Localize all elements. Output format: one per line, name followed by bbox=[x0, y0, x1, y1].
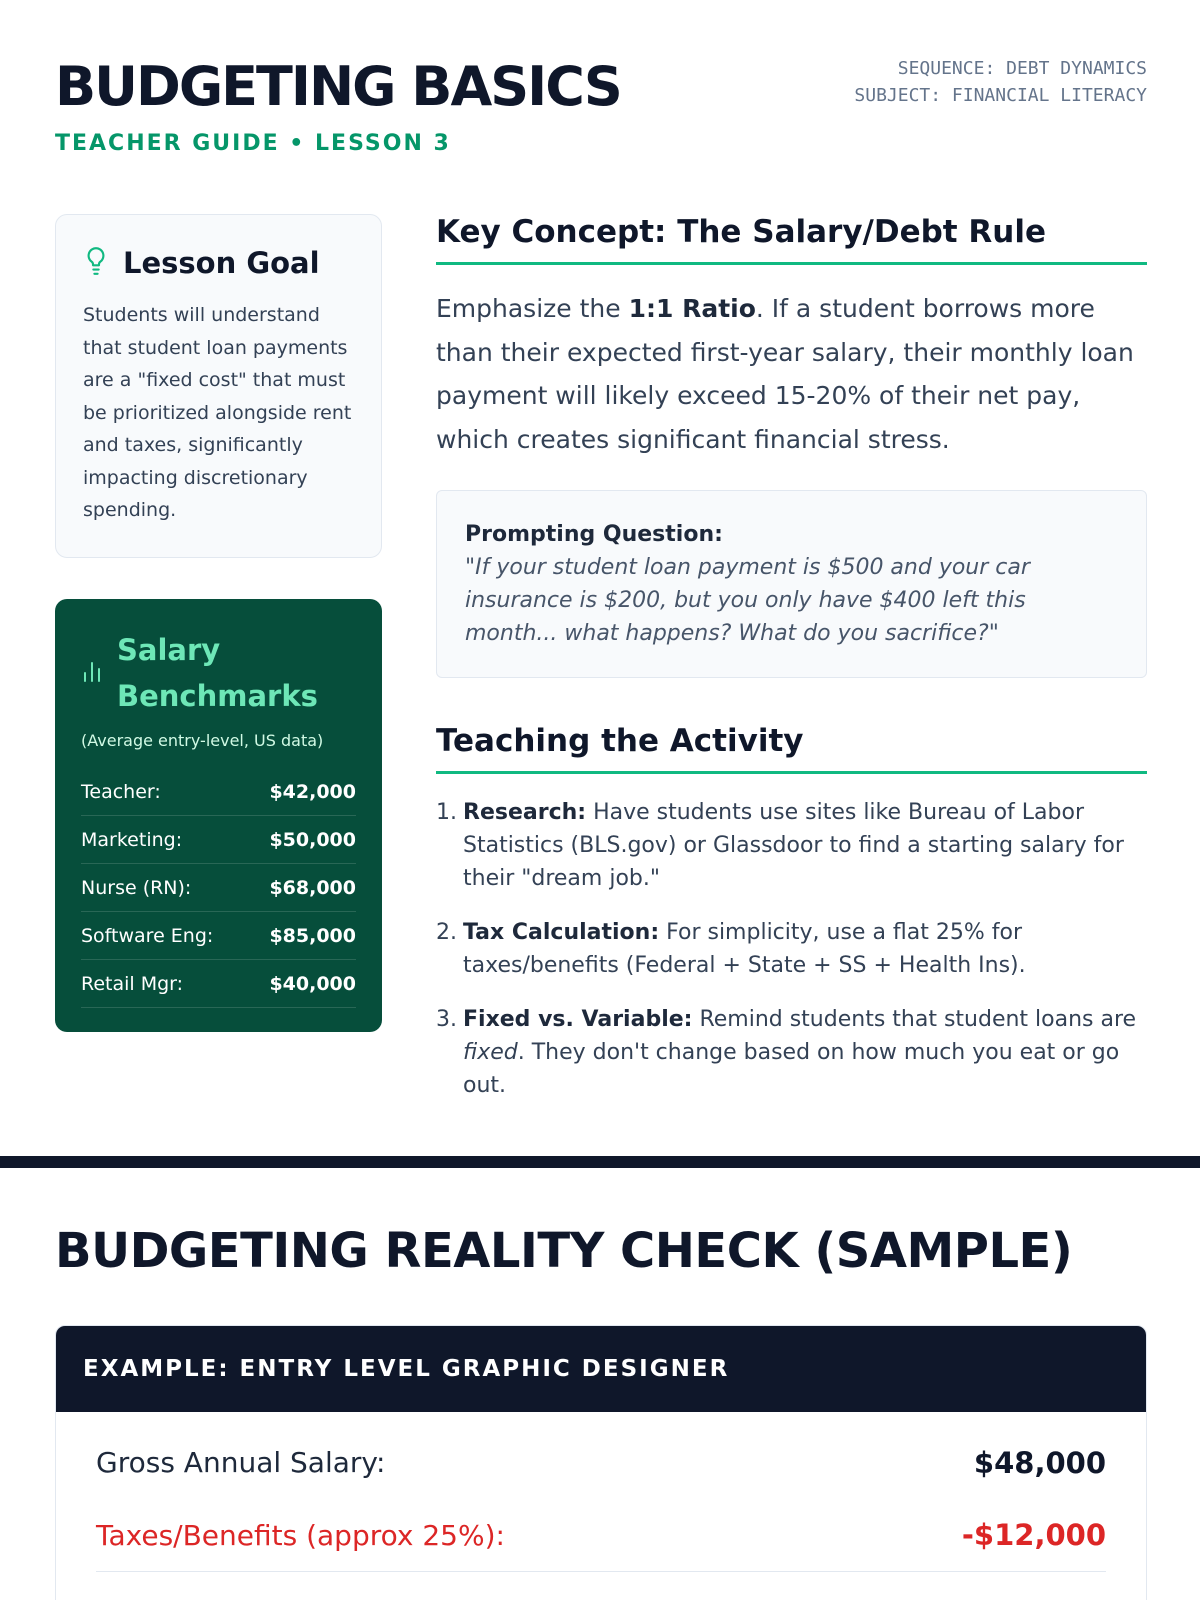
salary-row bbox=[81, 816, 356, 864]
activity-step bbox=[436, 796, 1147, 895]
salary-row bbox=[81, 864, 356, 912]
salary-value: $40,000 bbox=[269, 972, 356, 995]
salary-benchmarks-card bbox=[55, 599, 382, 1032]
step-number: 2. bbox=[436, 920, 457, 945]
step-text: Have students use sites like Bureau of Labor Statistics (BLS.gov) or Glassdoor to find a starting salary for their "dream job." bbox=[463, 800, 1124, 891]
salary-benchmarks-header bbox=[81, 627, 356, 719]
step-content bbox=[463, 1003, 1147, 1102]
lesson-goal-text: Students will understand that student loan payments are a "fixed cost" that must be prioritized alongside rent and taxes, significantly impacting discretionary spending. bbox=[83, 304, 352, 521]
section-divider bbox=[0, 1156, 1200, 1168]
prompting-question-text: "If your student loan payment is $500 and your car insurance is $200, but you only have $400 left this month... what happens? What do you sacrifice?" bbox=[465, 555, 1030, 646]
budget-row-label: Taxes/Benefits (approx 25%): bbox=[96, 1518, 505, 1552]
example-budget-card bbox=[55, 1325, 1147, 1600]
key-concept-text-rest: . If a student borrows more than their expected first-year salary, their monthly loan payment will likely exceed 15-20% of their net pay, which creates significant financial stress. bbox=[436, 294, 1134, 454]
step-label: Tax Calculation: bbox=[463, 920, 660, 945]
step-content bbox=[463, 916, 1147, 982]
step-text: Remind students that student loans are bbox=[692, 1007, 1137, 1032]
salary-value: $85,000 bbox=[269, 924, 356, 947]
key-concept-text-lead: Emphasize the bbox=[436, 294, 629, 323]
step-label: Research: bbox=[463, 800, 587, 825]
salary-label: Nurse (RN): bbox=[81, 876, 192, 899]
sidebar bbox=[55, 214, 382, 1032]
meta-sequence: SEQUENCE: DEBT DYNAMICS bbox=[897, 58, 1147, 79]
step-label: Fixed vs. Variable: bbox=[463, 1007, 693, 1032]
salary-row bbox=[81, 768, 356, 816]
prompting-question-label: Prompting Question: bbox=[465, 522, 723, 547]
budget-row-taxes bbox=[96, 1499, 1106, 1572]
page-header bbox=[55, 55, 1147, 165]
step-number: 3. bbox=[436, 1007, 457, 1032]
header-meta bbox=[854, 55, 1147, 109]
step-text: For simplicity, use a flat 25% for taxes/benefits (Federal + State + SS + Health Ins). bbox=[463, 920, 1026, 978]
salary-label: Teacher: bbox=[81, 780, 161, 803]
budget-row-value: $48,000 bbox=[973, 1445, 1106, 1480]
salary-row bbox=[81, 960, 356, 1008]
step-text-rest: . They don't change based on how much you eat or go out. bbox=[463, 1040, 1120, 1098]
activity-step bbox=[436, 916, 1147, 982]
budget-row-gross-salary bbox=[96, 1426, 1106, 1499]
step-content bbox=[463, 796, 1147, 895]
salary-value: $68,000 bbox=[269, 876, 356, 899]
activity-step bbox=[436, 1003, 1147, 1102]
prompting-question-box bbox=[436, 490, 1147, 678]
lesson-goal-title: Lesson Goal bbox=[123, 246, 320, 280]
reality-check-title: BUDGETING REALITY CHECK (SAMPLE) bbox=[55, 1223, 1073, 1279]
lesson-goal-card bbox=[55, 214, 382, 558]
salary-benchmarks-note: (Average entry-level, US data) bbox=[81, 731, 324, 750]
key-concept-text bbox=[436, 287, 1147, 461]
salary-label: Retail Mgr: bbox=[81, 972, 184, 995]
main-content bbox=[436, 214, 1147, 1123]
salary-label: Marketing: bbox=[81, 828, 183, 851]
budget-row-label: Gross Annual Salary: bbox=[96, 1446, 386, 1479]
lightbulb-icon bbox=[83, 245, 109, 281]
salary-label: Software Eng: bbox=[81, 924, 214, 947]
salary-value: $42,000 bbox=[269, 780, 356, 803]
key-concept-heading: Key Concept: The Salary/Debt Rule bbox=[436, 214, 1147, 265]
example-header: EXAMPLE: ENTRY LEVEL GRAPHIC DESIGNER bbox=[56, 1326, 1146, 1412]
page-subtitle: TEACHER GUIDE • LESSON 3 bbox=[55, 131, 451, 156]
salary-benchmarks-title: Salary Benchmarks bbox=[117, 633, 318, 713]
budget-row-value: -$12,000 bbox=[961, 1518, 1106, 1552]
page-title: BUDGETING BASICS bbox=[55, 55, 621, 118]
salary-value: $50,000 bbox=[269, 828, 356, 851]
meta-subject: SUBJECT: FINANCIAL LITERACY bbox=[854, 85, 1147, 106]
bar-chart-icon bbox=[81, 659, 103, 687]
activity-heading: Teaching the Activity bbox=[436, 723, 1147, 774]
step-number: 1. bbox=[436, 800, 457, 825]
key-concept-ratio: 1:1 Ratio bbox=[628, 294, 756, 323]
salary-row bbox=[81, 912, 356, 960]
activity-steps bbox=[436, 796, 1147, 1102]
lesson-goal-header bbox=[83, 245, 355, 281]
salary-list bbox=[81, 768, 356, 1008]
step-emphasis: fixed bbox=[463, 1040, 518, 1065]
